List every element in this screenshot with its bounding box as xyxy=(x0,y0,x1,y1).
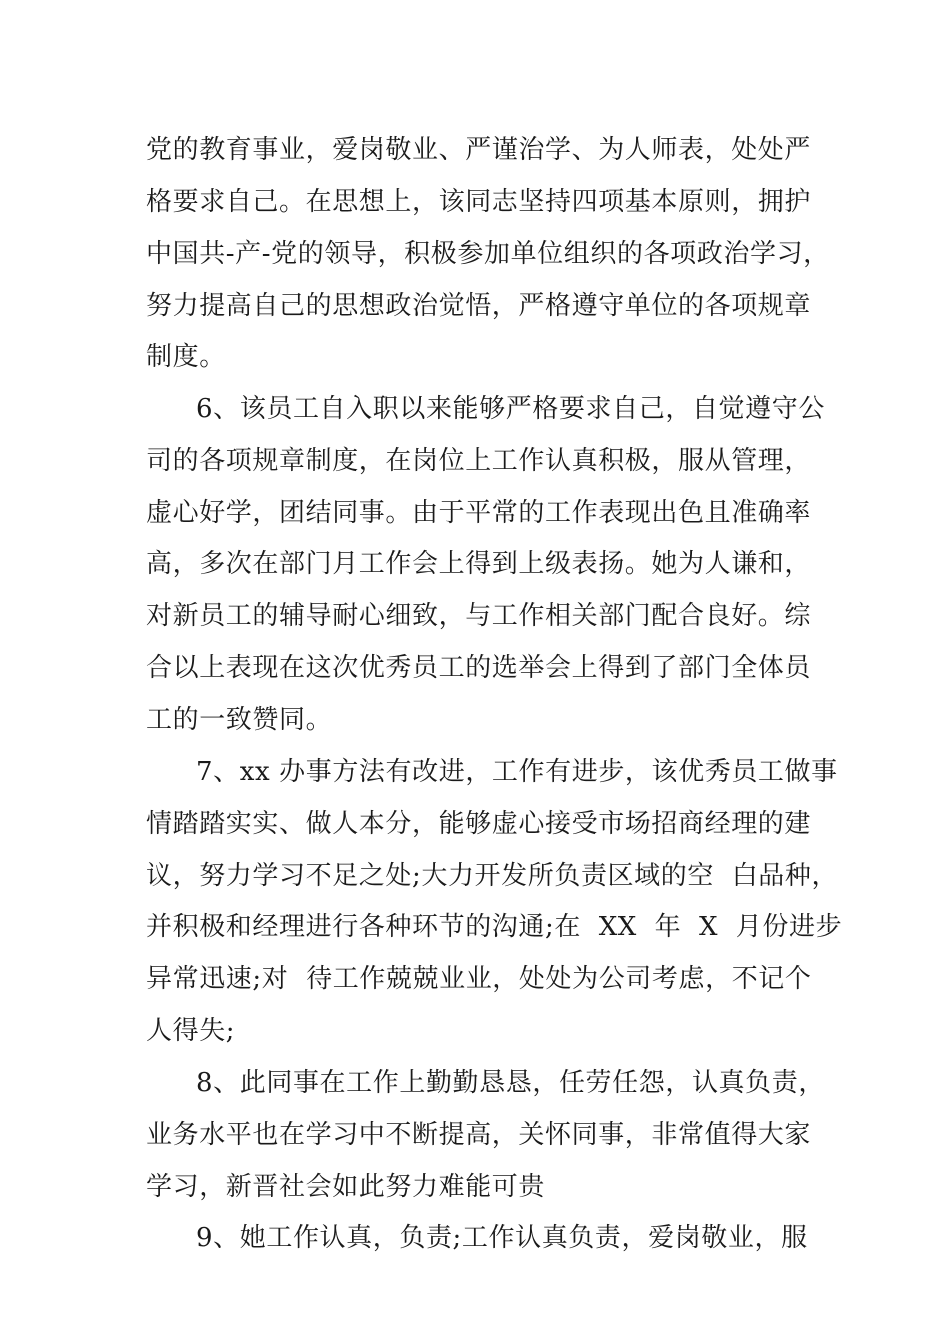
text-line: 制度。 xyxy=(146,342,226,372)
text-line: 异常迅速;对 待工作兢兢业业，处处为公司考虑，不记个 xyxy=(146,964,812,994)
text-line: 并积极和经理进行各种环节的沟通;在 XX 年 X 月份进步 xyxy=(146,912,843,942)
text-line: 对新员工的辅导耐心细致，与工作相关部门配合良好。综 xyxy=(146,601,812,631)
paragraph-6-first-line: 6、该员工自入职以来能够严格要求自己，自觉遵守公 xyxy=(196,394,825,424)
text-line: 人得失; xyxy=(146,1016,236,1046)
text-line: 学习，新晋社会如此努力难能可贵 xyxy=(146,1172,546,1202)
text-line: 中国共-产-党的领导，积极参加单位组织的各项政治学习， xyxy=(146,239,830,269)
text-line: 情踏踏实实、做人本分，能够虚心接受市场招商经理的建 xyxy=(146,809,812,839)
paragraph-8-first-line: 8、此同事在工作上勤勤恳恳，任劳任怨，认真负责， xyxy=(196,1068,825,1098)
text-line: 努力提高自己的思想政治觉悟，严格遵守单位的各项规章 xyxy=(146,291,812,321)
text-line: 高，多次在部门月工作会上得到上级表扬。她为人谦和， xyxy=(146,549,812,579)
text-line: 司的各项规章制度，在岗位上工作认真积极，服从管理， xyxy=(146,446,812,476)
text-line: 党的教育事业，爱岗敬业、严谨治学、为人师表，处处严 xyxy=(146,135,812,165)
text-line: 业务水平也在学习中不断提高，关怀同事，非常值得大家 xyxy=(146,1120,812,1150)
text-line: 合以上表现在这次优秀员工的选举会上得到了部门全体员 xyxy=(146,653,812,683)
paragraph-9-first-line: 9、她工作认真，负责;工作认真负责，爱岗敬业，服 xyxy=(196,1223,808,1253)
text-line: 虚心好学，团结同事。由于平常的工作表现出色且准确率 xyxy=(146,498,812,528)
paragraph-7-first-line: 7、xx 办事方法有改进，工作有进步，该优秀员工做事 xyxy=(196,757,838,787)
text-line: 议，努力学习不足之处;大力开发所负责区域的空 白品种， xyxy=(146,861,839,891)
text-line: 格要求自己。在思想上，该同志坚持四项基本原则，拥护 xyxy=(146,187,812,217)
text-line: 工的一致赞同。 xyxy=(146,705,333,735)
